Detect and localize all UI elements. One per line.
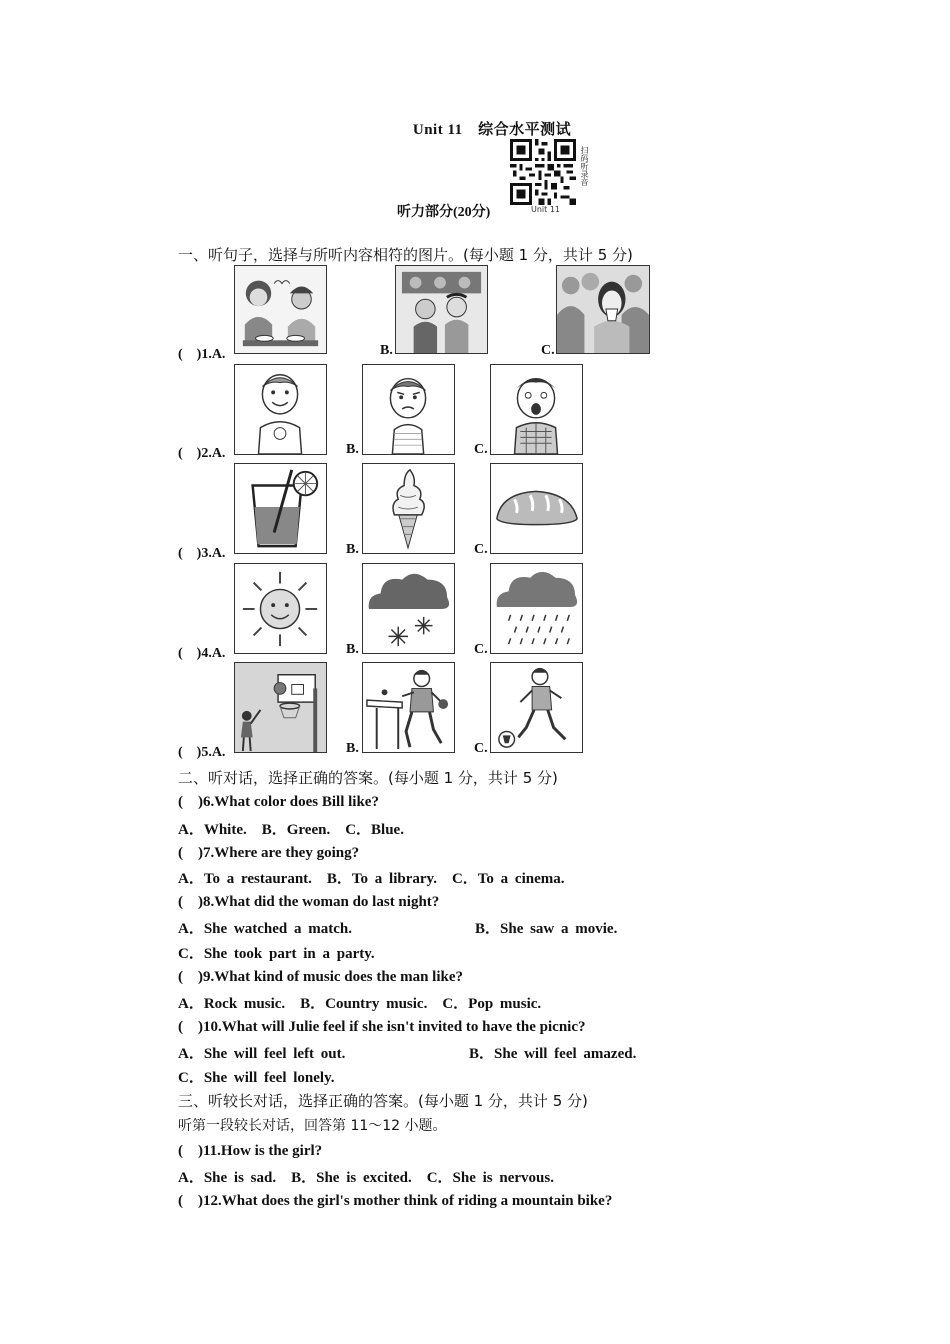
question-4-label-c: C. bbox=[474, 642, 488, 657]
sun-icon[interactable] bbox=[234, 563, 327, 654]
question-2-label-c: C. bbox=[474, 442, 488, 457]
glass-of-juice-icon[interactable] bbox=[234, 463, 327, 554]
page-title: Unit 11 综合水平测试 bbox=[412, 122, 572, 138]
section3-heading: 三、听较长对话，选择正确的答案。(每小题 1 分，共计 5 分) bbox=[178, 1092, 588, 1110]
scared-boy-illustration[interactable] bbox=[490, 364, 583, 455]
snow-cloud-icon[interactable] bbox=[362, 563, 455, 654]
question-10-option-c[interactable]: C．She will feel lonely. bbox=[178, 1070, 335, 1086]
question-8-option-a[interactable]: A．She watched a match. bbox=[178, 921, 352, 937]
question-5-label-b: B. bbox=[346, 741, 359, 756]
question-4-number: ( )4.A. bbox=[178, 646, 226, 661]
qr-caption: Unit 11 bbox=[531, 205, 561, 214]
question-10-option-b[interactable]: B．She will feel amazed. bbox=[469, 1046, 637, 1062]
question-6-options[interactable]: A．White. B．Green. C．Blue. bbox=[178, 822, 404, 838]
question-4-label-b: B. bbox=[346, 642, 359, 657]
ping-pong-player-illustration[interactable] bbox=[362, 662, 455, 753]
section1-heading: 一、听句子，选择与所听内容相符的图片。(每小题 1 分，共计 5 分) bbox=[178, 246, 633, 264]
bread-loaf-icon[interactable] bbox=[490, 463, 583, 554]
question-3-number: ( )3.A. bbox=[178, 546, 226, 561]
ice-cream-cone-icon[interactable] bbox=[362, 463, 455, 554]
question-12: ( )12.What does the girl's mother think of riding a mountain bike? bbox=[178, 1193, 613, 1209]
question-9-options[interactable]: A．Rock music. B．Country music. C．Pop music. bbox=[178, 996, 542, 1012]
question-3-label-b: B. bbox=[346, 542, 359, 557]
question-8-option-c[interactable]: C．She took part in a party. bbox=[178, 946, 375, 962]
question-1-label-b: B. bbox=[380, 343, 393, 358]
happy-boy-illustration[interactable] bbox=[234, 364, 327, 455]
soccer-player-illustration[interactable] bbox=[490, 662, 583, 753]
question-2-label-b: B. bbox=[346, 442, 359, 457]
question-7-options[interactable]: A．To a restaurant. B．To a library. C．To a cinema. bbox=[178, 871, 565, 887]
question-10: ( )10.What will Julie feel if she isn't invited to have the picnic? bbox=[178, 1019, 586, 1035]
question-5-number: ( )5.A. bbox=[178, 745, 226, 760]
question-8-option-b[interactable]: B．She saw a movie. bbox=[475, 921, 618, 937]
section-subtitle: 听力部分(20分) bbox=[397, 205, 491, 220]
question-1-label-c: C. bbox=[541, 343, 555, 358]
section3-note: 听第一段较长对话，回答第 11～12 小题。 bbox=[178, 1118, 447, 1134]
question-11: ( )11.How is the girl? bbox=[178, 1143, 323, 1159]
question-3-label-c: C. bbox=[474, 542, 488, 557]
worried-boy-illustration[interactable] bbox=[362, 364, 455, 455]
question-7: ( )7.Where are they going? bbox=[178, 845, 360, 861]
rain-cloud-icon[interactable] bbox=[490, 563, 583, 654]
couple-dining-illustration[interactable] bbox=[234, 265, 327, 354]
question-9: ( )9.What kind of music does the man like? bbox=[178, 969, 464, 985]
basketball-hoop-illustration[interactable] bbox=[234, 662, 327, 753]
section2-heading: 二、听对话，选择正确的答案。(每小题 1 分，共计 5 分) bbox=[178, 769, 558, 787]
people-at-concert-illustration[interactable] bbox=[395, 265, 488, 354]
question-8: ( )8.What did the woman do last night? bbox=[178, 894, 440, 910]
qr-side-text: 扫码听录音 bbox=[580, 146, 589, 186]
question-6: ( )6.What color does Bill like? bbox=[178, 794, 379, 810]
qr-code-icon[interactable] bbox=[510, 139, 576, 205]
question-2-number: ( )2.A. bbox=[178, 446, 226, 461]
question-5-label-c: C. bbox=[474, 741, 488, 756]
question-1-number: ( )1.A. bbox=[178, 347, 226, 362]
crowd-person-covering-face-illustration[interactable] bbox=[556, 265, 650, 354]
question-11-options[interactable]: A．She is sad. B．She is excited. C．She is nervous. bbox=[178, 1170, 554, 1186]
question-10-option-a[interactable]: A．She will feel left out. bbox=[178, 1046, 346, 1062]
